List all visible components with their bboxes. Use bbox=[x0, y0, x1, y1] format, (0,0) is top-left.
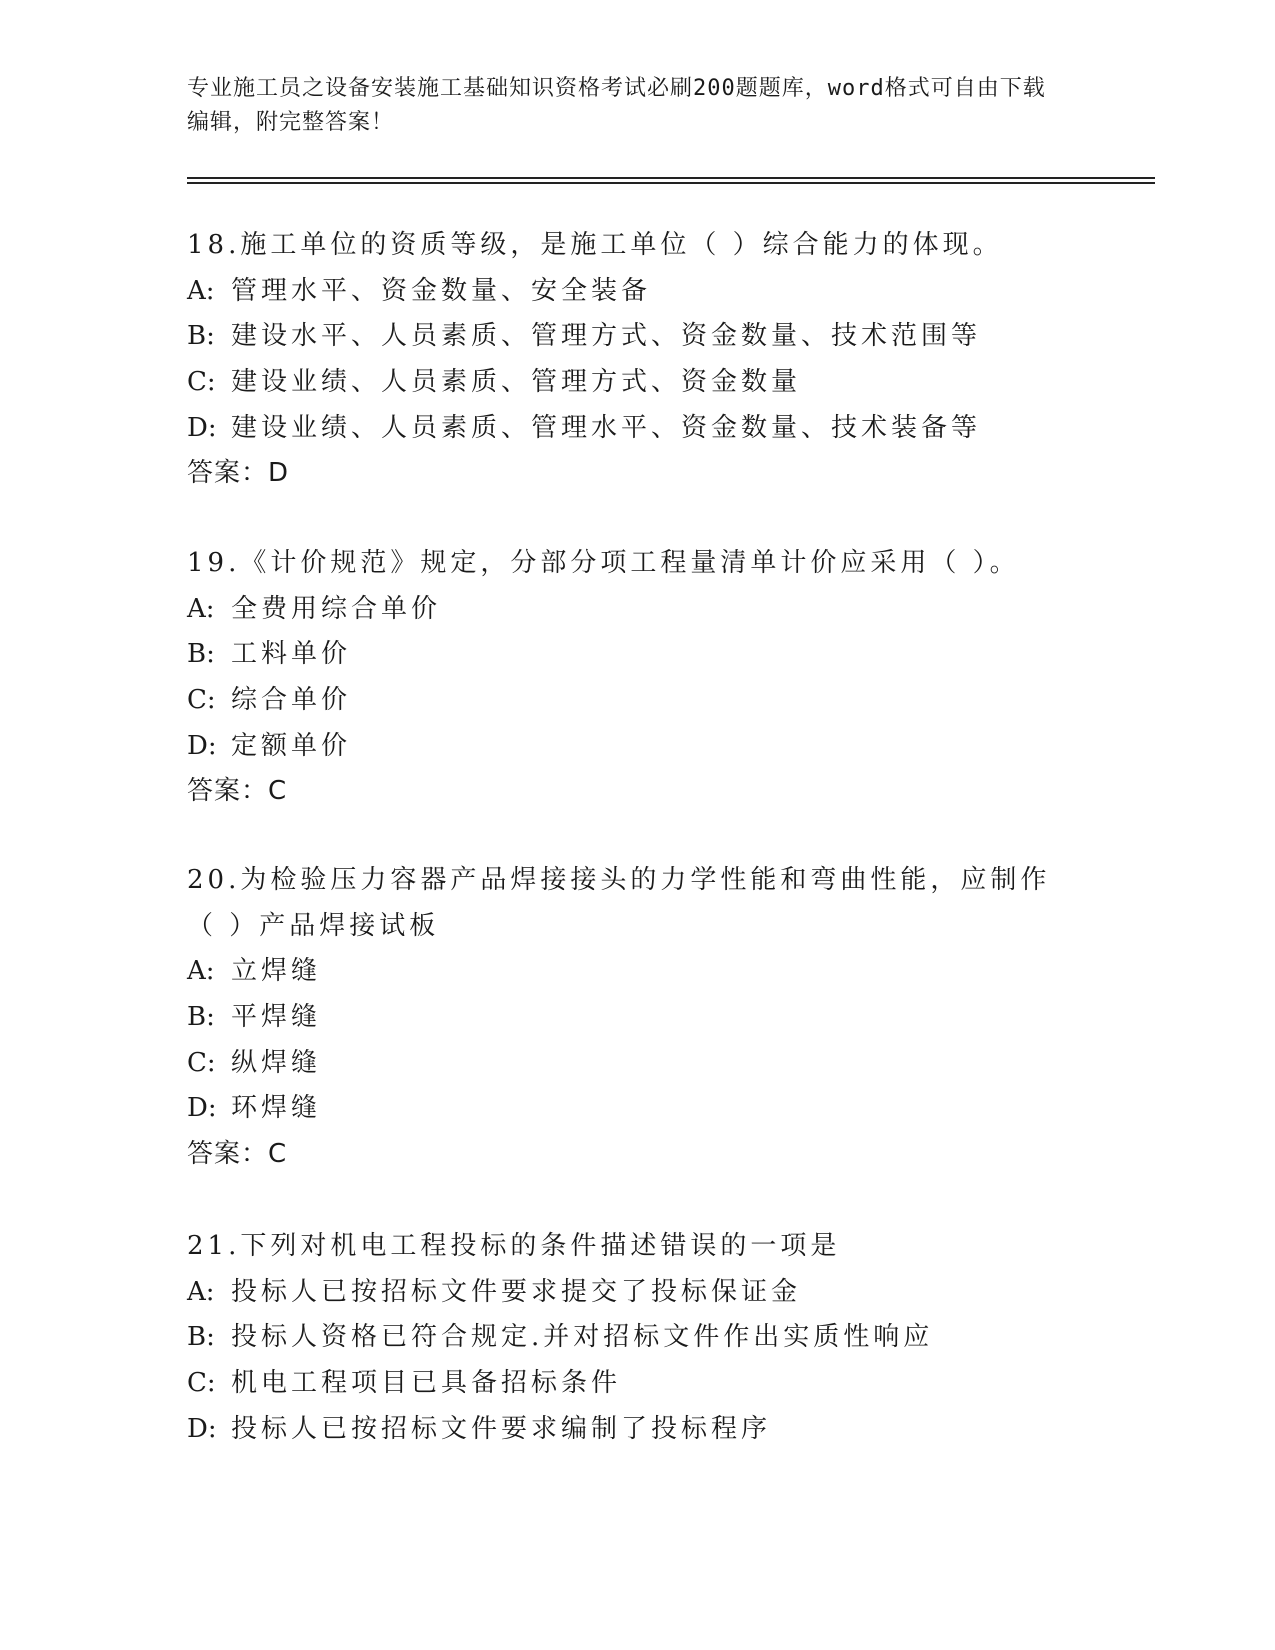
option-key: C: bbox=[187, 685, 216, 716]
question-stem bbox=[187, 858, 1067, 949]
answer: 答案：C bbox=[187, 1139, 288, 1170]
option-text: 投标人已按招标文件要求提交了投标保证金 bbox=[231, 1276, 802, 1307]
option-key: D: bbox=[187, 412, 217, 443]
question-18 bbox=[187, 223, 1067, 497]
question-number: 21. bbox=[187, 1231, 241, 1261]
option-key: B: bbox=[187, 1002, 215, 1033]
question-text: 为检验压力容器产品焊接接头的力学性能和弯曲性能，应制作（ ）产品焊接试板 bbox=[187, 865, 1051, 941]
option-text: 建设业绩、人员素质、管理水平、资金数量、技术装备等 bbox=[231, 412, 982, 443]
option-text: 机电工程项目已具备招标条件 bbox=[231, 1368, 622, 1399]
question-text: 施工单位的资质等级，是施工单位（ ）综合能力的体现。 bbox=[240, 230, 1003, 260]
option-a bbox=[187, 949, 1067, 995]
option-b bbox=[187, 1315, 1067, 1361]
option-c bbox=[187, 678, 1067, 724]
option-d bbox=[187, 1407, 1067, 1453]
header-divider-top bbox=[187, 177, 1155, 179]
option-text: 综合单价 bbox=[231, 685, 352, 716]
option-key: B: bbox=[187, 639, 215, 670]
option-b bbox=[187, 995, 1067, 1041]
question-number: 18. bbox=[187, 230, 241, 260]
option-key: D: bbox=[187, 1413, 217, 1444]
option-text: 平焊缝 bbox=[231, 1002, 322, 1033]
option-key: B: bbox=[187, 321, 215, 352]
option-d bbox=[187, 406, 1067, 452]
option-text: 全费用综合单价 bbox=[231, 593, 442, 624]
option-text: 投标人已按招标文件要求编制了投标程序 bbox=[231, 1413, 772, 1444]
option-key: C: bbox=[187, 1368, 216, 1399]
option-b bbox=[187, 314, 1067, 360]
question-stem bbox=[187, 1224, 1067, 1270]
document-header: 专业施工员之设备安装施工基础知识资格考试必刷200题题库，word格式可自由下载编辑，附完整答案！ bbox=[187, 76, 1046, 135]
option-a bbox=[187, 1270, 1067, 1316]
option-text: 管理水平、资金数量、安全装备 bbox=[231, 275, 652, 306]
option-key: D: bbox=[187, 1093, 217, 1124]
option-a bbox=[187, 587, 1067, 633]
question-stem bbox=[187, 223, 1067, 269]
option-key: A: bbox=[187, 593, 215, 624]
option-key: D: bbox=[187, 730, 217, 761]
option-text: 环焊缝 bbox=[231, 1093, 322, 1124]
header-divider-bottom bbox=[187, 182, 1155, 184]
option-key: A: bbox=[187, 1276, 215, 1307]
question-20 bbox=[187, 858, 1067, 1178]
answer: 答案：C bbox=[187, 776, 288, 807]
question-number: 20. bbox=[187, 865, 241, 895]
option-key: A: bbox=[187, 275, 215, 306]
option-key: B: bbox=[187, 1322, 215, 1353]
option-a bbox=[187, 269, 1067, 315]
option-text: 建设业绩、人员素质、管理方式、资金数量 bbox=[231, 367, 802, 398]
option-c bbox=[187, 1041, 1067, 1087]
option-text: 定额单价 bbox=[231, 730, 352, 761]
question-21 bbox=[187, 1224, 1067, 1452]
answer: 答案：D bbox=[187, 458, 290, 489]
question-stem bbox=[187, 541, 1067, 587]
option-text: 立焊缝 bbox=[231, 956, 322, 987]
option-text: 建设水平、人员素质、管理方式、资金数量、技术范围等 bbox=[231, 321, 982, 352]
option-text: 投标人资格已符合规定.并对招标文件作出实质性响应 bbox=[231, 1322, 934, 1353]
option-d bbox=[187, 724, 1067, 770]
option-key: C: bbox=[187, 367, 216, 398]
option-c bbox=[187, 360, 1067, 406]
option-c bbox=[187, 1361, 1067, 1407]
option-text: 工料单价 bbox=[231, 639, 352, 670]
option-key: A: bbox=[187, 956, 215, 987]
option-d bbox=[187, 1086, 1067, 1132]
option-key: C: bbox=[187, 1047, 216, 1078]
option-text: 纵焊缝 bbox=[231, 1047, 322, 1078]
question-19 bbox=[187, 541, 1067, 815]
question-text: 《计价规范》规定，分部分项工程量清单计价应采用（ ）。 bbox=[240, 548, 1020, 578]
question-number: 19. bbox=[187, 548, 241, 578]
option-b bbox=[187, 632, 1067, 678]
question-text: 下列对机电工程投标的条件描述错误的一项是 bbox=[240, 1231, 841, 1261]
